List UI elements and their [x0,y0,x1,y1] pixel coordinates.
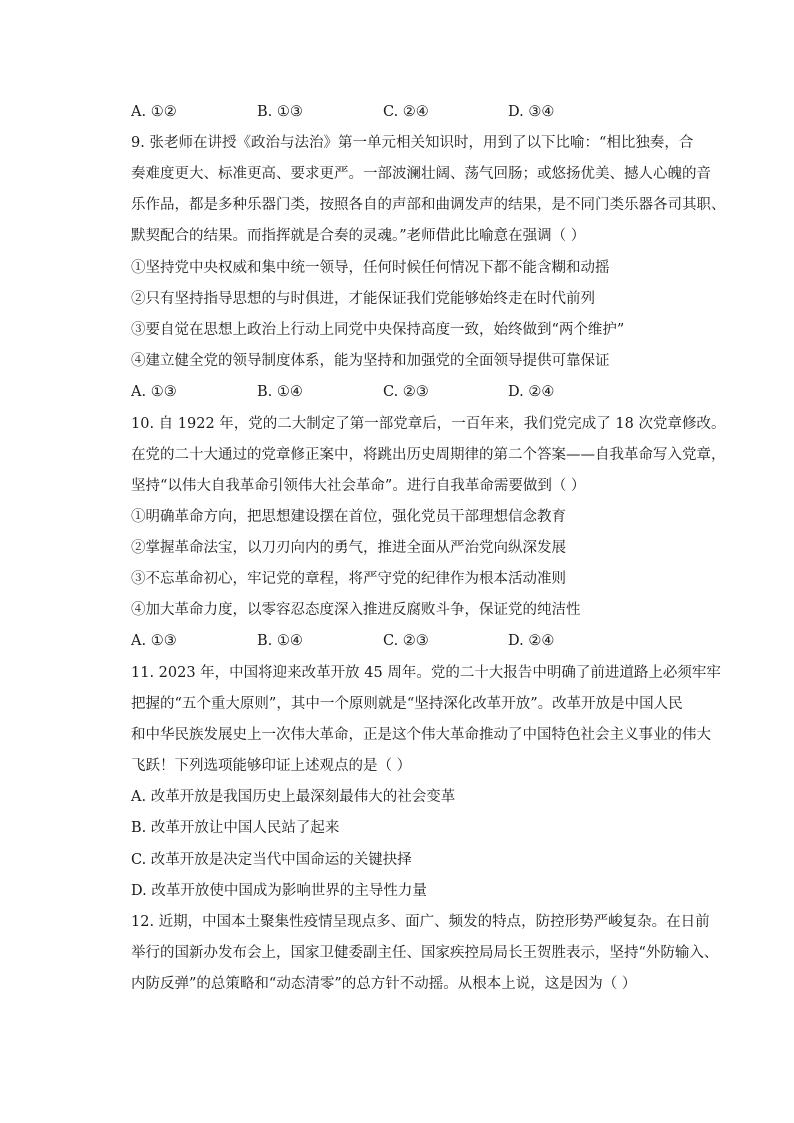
q11-option-a: A. 改革开放是我国历史上最深刻最伟大的社会变革 [131,789,456,805]
q9-option-c: C. ②③ [383,384,429,400]
q8-option-c: C. ②④ [383,104,429,120]
q9-option-d: D. ②④ [508,384,555,400]
q9-item-2: ②只有坚持指导思想的与时俱进，才能保证我们党能够始终走在时代前列 [131,291,595,307]
q11-stem-line-4: 飞跃！下列选项能够印证上述观点的是（ ） [131,758,412,774]
q8-option-d: D. ③④ [508,104,555,120]
q9-stem-line-3: 乐作品，都是多种乐器门类，按照各自的声部和曲调发声的结果，是不同门类乐器各司其职、 [131,197,726,213]
q10-option-d: D. ②④ [508,633,555,649]
q12-stem-line-3: 内防反弹”的总策略和“动态清零”的总方针不动摇。从根本上说，这是因为（ ） [131,976,637,992]
q8-options [131,102,691,122]
q10-item-2: ②掌握革命法宝，以刀刃向内的勇气，推进全面从严治党向纵深发展 [131,540,566,556]
q10-option-b: B. ①④ [257,633,303,649]
q10-item-4: ④加大革命力度，以零容忍态度深入推进反腐败斗争，保证党的纯洁性 [131,602,581,618]
q9-option-b: B. ①④ [257,384,303,400]
q11-option-d: D. 改革开放使中国成为影响世界的主导性力量 [131,883,427,899]
q10-option-c: C. ②③ [383,633,429,649]
q10-stem-line-1: 10. 自 1922 年，党的二大制定了第一部党章后，一百年来，我们党完成了 18 次党章修改。 [131,416,726,432]
q10-option-a: A. ①③ [131,633,177,649]
q12-stem-line-1: 12. 近期，中国本土聚集性疫情呈现点多、面广、频发的特点，防控形势严峻复杂。在日前 [131,914,710,930]
q9-stem-line-1: 9. 张老师在讲授《政治与法治》第一单元相关知识时，用到了以下比喻：“相比独奏，合 [131,135,694,151]
q9-item-3: ③要自觉在思想上政治上行动上同党中央保持高度一致，始终做到“两个维护” [131,322,625,338]
q10-stem-line-3: 坚持“以伟大自我革命引领伟大社会革命”。进行自我革命需要做到（ ） [131,478,586,494]
q9-options [131,382,691,402]
q8-option-b: B. ①③ [257,104,303,120]
q8-option-a: A. ①② [131,104,177,120]
q10-item-3: ③不忘革命初心，牢记党的章程，将严守党的纪律作为根本活动准则 [131,571,566,587]
q11-option-c: C. 改革开放是决定当代中国命运的关键抉择 [131,852,412,868]
q9-option-a: A. ①③ [131,384,177,400]
q10-stem-line-2: 在党的二十大通过的党章修正案中，将跳出历史周期律的第二个答案——自我革命写入党章， [131,447,726,463]
q11-stem-line-1: 11. 2023 年，中国将迎来改革开放 45 周年。党的二十大报告中明确了前进道路上必须牢牢 [131,665,721,681]
q11-option-b: B. 改革开放让中国人民站了起来 [131,820,340,836]
q11-stem-line-3: 和中华民族发展史上一次伟大革命，正是这个伟大革命推动了中国特色社会主义事业的伟大 [131,727,711,743]
q12-stem-line-2: 举行的国新办发布会上，国家卫健委副主任、国家疾控局局长王贺胜表示，坚持“外防输入、 [131,945,719,961]
q11-stem-line-2: 把握的“五个重大原则”，其中一个原则就是“坚持深化改革开放”。改革开放是中国人民 [131,696,683,712]
q9-item-1: ①坚持党中央权威和集中统一领导，任何时候任何情况下都不能含糊和动摇 [131,260,610,276]
q10-options [131,631,691,651]
q9-stem-line-2: 奏难度更大、标准更高、要求更严。一部波澜壮阔、荡气回肠；或悠扬优美、撼人心魄的音 [131,166,711,182]
q9-stem-line-4: 默契配合的结果。而指挥就是合奏的灵魂。”老师借此比喻意在强调（ ） [131,228,586,244]
q10-item-1: ①明确革命方向，把思想建设摆在首位，强化党员干部理想信念教育 [131,509,566,525]
q9-item-4: ④建立健全党的领导制度体系，能为坚持和加强党的全面领导提供可靠保证 [131,353,610,369]
